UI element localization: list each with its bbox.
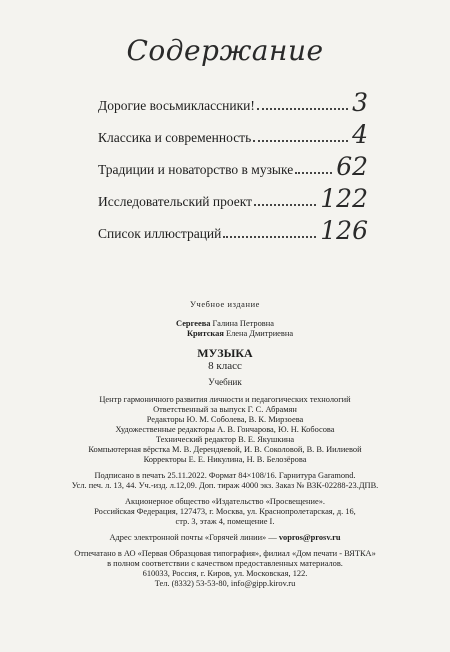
print-info-line: Усл. печ. л. 13, 44. Уч.-изд. л.12,09. Доп. тираж 4000 экз. Заказ № ВЗК-02288-23.ДПВ.	[71, 481, 379, 490]
hotline-email: vopros@prosv.ru	[278, 533, 341, 542]
publisher-line: стр. 3, этаж 4, помещение I.	[175, 517, 275, 526]
imprint-block	[60, 300, 390, 589]
toc-leader-dots	[295, 172, 332, 174]
toc-leader-dots	[254, 204, 316, 206]
printer-line: Тел. (8332) 53-53-80, info@gipp.kirov.ru	[154, 579, 296, 588]
author-name: Елена Дмитриевна	[225, 329, 294, 338]
table-of-contents	[98, 82, 368, 245]
publisher-line: Российская Федерация, 127473, г. Москва, ул. Краснопролетарская, д. 16,	[94, 507, 356, 516]
author-line	[60, 319, 390, 329]
author-name: Галина Петровна	[212, 319, 274, 328]
credit-line: Ответственный за выпуск Г. С. Абрамян	[153, 405, 297, 414]
print-info-line: Подписано в печать 25.11.2022. Формат 84×108/16. Гарнитура Garamond.	[94, 471, 356, 480]
toc-leader-dots	[253, 140, 348, 142]
toc-title: Содержание	[126, 34, 324, 67]
edition-type: Учебное издание	[189, 300, 260, 309]
toc-item[interactable]	[98, 146, 368, 181]
credit-line: Технический редактор В. Е. Якушкина	[155, 435, 295, 444]
toc-item-label: Исследовательский проект	[98, 194, 253, 209]
printer-line: Отпечатано в АО «Первая Образцовая типография», филиал «Дом печати - ВЯТКА»	[74, 549, 376, 558]
toc-leader-dots	[257, 108, 348, 110]
toc-item[interactable]	[98, 82, 368, 117]
toc-item-label: Дорогие восьмиклассники!	[98, 98, 255, 113]
toc-item[interactable]	[98, 210, 368, 245]
printer-line: 610033, Россия, г. Киров, ул. Московская, 122.	[142, 569, 308, 578]
center-name: Центр гармоничного развития личности и педагогических технологий	[99, 395, 351, 404]
book-grade: 8 класс	[208, 360, 242, 372]
printer-line: в полном соответствии с качеством предоставленных материалов.	[107, 559, 343, 568]
toc-item-page: 62	[336, 152, 368, 181]
toc-item-page: 122	[320, 184, 368, 213]
toc-item-page: 3	[352, 88, 368, 117]
credits-list	[60, 405, 390, 465]
credit-line: Корректоры Е. Е. Никулина, Н. В. Белозёрова	[143, 455, 307, 464]
toc-item-page: 126	[320, 216, 368, 245]
toc-item[interactable]	[98, 178, 368, 213]
toc-item-page: 4	[352, 120, 368, 149]
toc-leader-dots	[223, 236, 316, 238]
credit-line: Художественные редакторы А. В. Гончарова, Ю. Н. Кобосова	[115, 425, 335, 434]
author-surname: Сергеева	[176, 319, 211, 328]
credit-line: Редакторы Ю. М. Соболева, В. К. Мирзоева	[146, 415, 304, 424]
toc-item-label: Традиции и новаторство в музыке	[98, 162, 294, 177]
credit-line: Компьютерная вёрстка М. В. Дерендяевой, И. В. Соколовой, В. В. Иилиевой	[88, 445, 362, 454]
hotline-line	[60, 533, 390, 543]
toc-item-label: Классика и современность	[98, 130, 252, 145]
toc-item[interactable]	[98, 114, 368, 149]
book-title: МУЗЫКА	[197, 346, 253, 360]
publisher-line: Акционерное общество «Издательство «Просвещение».	[125, 497, 325, 506]
author-surname: Критская	[186, 329, 224, 338]
author-line	[60, 329, 390, 339]
book-kind: Учебник	[208, 377, 242, 387]
hotline-text: Адрес электронной почты «Горячей линии» —	[109, 533, 277, 542]
toc-item-label: Список иллюстраций	[98, 226, 222, 241]
